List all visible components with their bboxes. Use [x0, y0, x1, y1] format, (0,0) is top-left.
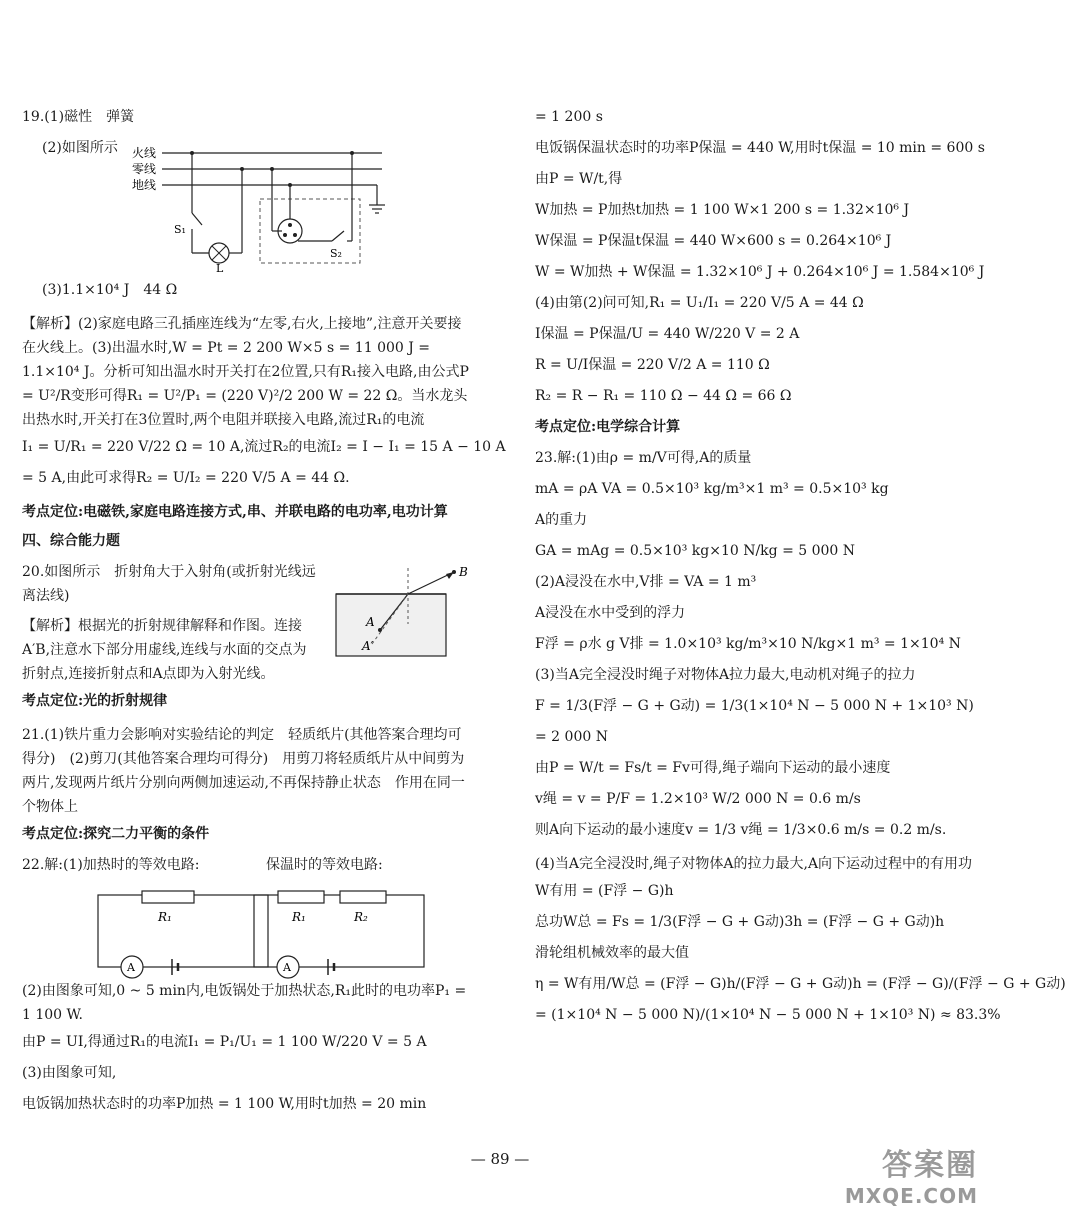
answer-line: η = W有用/W总 = (F浮 − G)h/(F浮 − G + G动)h = (F浮 − G)/(F浮 − G + G动) — [535, 976, 1066, 992]
answer-line: (4)当A完全浸没时,绳子对物体A的拉力最大,A向下运动过程中的有用功 — [535, 856, 973, 872]
q19-key-point: 考点定位:电磁铁,家庭电路连接方式,串、并联电路的电功率,电功计算 — [22, 504, 448, 520]
q21-key-point: 考点定位:探究二力平衡的条件 — [22, 826, 210, 842]
q19-analysis: 【解析】(2)家庭电路三孔插座连线为“左零,右火,上接地”,注意开关要接在火线上。(3)出温水时,W = Pt = 2 200 W×5 s = 11 000 J = 1.1×10⁴ J。分析可知出温水时开关打在2位置,只有R₁接入电路,由公式P = U²/R变形可得R₁ = U²/P₁ = (220 V)²/2 200 W = 22 Ω。当水龙头出热水时,开关打在3位置时,两个电阻并联接入电路,流过R₁的电流 — [22, 316, 469, 428]
left-column — [22, 108, 506, 1126]
q19-part3: (3)1.1×10⁴ J 44 Ω — [42, 282, 178, 298]
point-a-prime-label: A′ — [362, 639, 374, 653]
keep-warm-r2-label: R₂ — [354, 910, 368, 924]
q19-part1: 19.(1)磁性 弹簧 — [22, 109, 135, 125]
equivalent-circuits — [22, 891, 472, 974]
point-a-label: A — [366, 615, 375, 629]
answer-line: A的重力 — [535, 512, 588, 528]
q21-part1: 21.(1)铁片重力会影响对实验结论的判定 轻质纸片(其他答案合理均可得分) (2)剪刀(其他答案合理均可得分) 用剪刀将轻质纸片从中间剪为两片,发现两片纸片分别向两侧加速运动,不再保持静止状态 作用在同一个物体上 — [22, 727, 465, 815]
q20-key-point: 考点定位:光的折射规律 — [22, 693, 168, 709]
q20-row — [22, 560, 472, 692]
q22-part1b: 保温时的等效电路: — [266, 857, 383, 873]
answer-line: 23.解:(1)由ρ = m/V可得,A的质量 — [535, 450, 752, 466]
heating-meter-label: A — [127, 961, 135, 974]
answer-line: GA = mAg = 0.5×10³ kg×10 N/kg = 5 000 N — [535, 543, 856, 559]
answer-line: F浮 = ρ水 g V排 = 1.0×10³ kg/m³×10 N/kg×1 m³ = 1×10⁴ N — [535, 636, 961, 652]
refraction-diagram — [332, 564, 472, 664]
answer-line: = 1 200 s — [535, 109, 603, 125]
q20-analysis: 【解析】根据光的折射规律解释和作图。连接A′B,注意水下部分用虚线,连线与水面的交点为折射点,连接折射点和A点即为入射光线。 — [22, 618, 307, 682]
answer-line: F = 1/3(F浮 − G + G动) = 1/3(1×10⁴ N − 5 000 N + 1×10³ N) — [535, 698, 974, 714]
answer-line: W = W加热 + W保温 = 1.32×10⁶ J + 0.264×10⁶ J = 1.584×10⁶ J — [535, 264, 985, 280]
q22-part4: (3)由图象可知, — [22, 1065, 117, 1081]
watermark-url: MXQE.COM — [844, 1184, 978, 1208]
zero-wire-label: 零线 — [131, 162, 156, 176]
page-number: — 89 — — [470, 1150, 530, 1168]
switch-s1-label: S₁ — [173, 223, 186, 236]
answer-line: 滑轮组机械效率的最大值 — [535, 945, 689, 961]
point-b-label: B — [459, 565, 468, 579]
right-column — [535, 108, 1066, 1037]
answer-line: I保温 = P保温/U = 440 W/220 V = 2 A — [535, 326, 800, 342]
answer-line: (4)由第(2)问可知,R₁ = U₁/I₁ = 220 V/5 A = 44 Ω — [535, 295, 864, 311]
answer-line: W加热 = P加热t加热 = 1 100 W×1 200 s = 1.32×10⁶ J — [535, 202, 910, 218]
q22-heading-row — [22, 856, 472, 887]
q19-equation1: I₁ = U/R₁ = 220 V/22 Ω = 10 A,流过R₂的电流I₂ = I − I₁ = 15 A − 10 A — [22, 439, 506, 455]
heating-r1-label: R₁ — [158, 910, 172, 924]
q19-equation2: = 5 A,由此可求得R₂ = U/I₂ = 220 V/5 A = 44 Ω. — [22, 470, 350, 486]
answer-line: 电饭锅保温状态时的功率P保温 = 440 W,用时t保温 = 10 min = 600 s — [535, 140, 985, 156]
answer-line: W保温 = P保温t保温 = 440 W×600 s = 0.264×10⁶ J — [535, 233, 892, 249]
q22-part5: 电饭锅加热状态时的功率P加热 = 1 100 W,用时t加热 = 20 min — [22, 1096, 427, 1112]
answer-line: (3)当A完全浸没时绳子对物体A拉力最大,电动机对绳子的拉力 — [535, 667, 916, 683]
answer-line: = (1×10⁴ N − 5 000 N)/(1×10⁴ N − 5 000 N + 1×10³ N) ≈ 83.3% — [535, 1007, 1001, 1023]
answer-line: 由P = W/t,得 — [535, 171, 623, 187]
keep-warm-r1-label: R₁ — [292, 910, 306, 924]
answer-line: R = U/I保温 = 220 V/2 A = 110 Ω — [535, 357, 770, 373]
q22-key-point: 考点定位:电学综合计算 — [535, 419, 681, 435]
section-4-heading: 四、综合能力题 — [22, 533, 120, 549]
keep-warm-meter-label: A — [283, 961, 291, 974]
q22-part3: 由P = UI,得通过R₁的电流I₁ = P₁/U₁ = 1 100 W/220 V = 5 A — [22, 1034, 427, 1050]
lamp-label: L — [215, 262, 224, 275]
answer-line: W有用 = (F浮 − G)h — [535, 883, 674, 899]
answer-line: v绳 = v = P/F = 1.2×10³ W/2 000 N = 0.6 m/s — [535, 791, 861, 807]
q20-text — [22, 560, 318, 692]
watermark — [845, 1140, 978, 1208]
answer-line: 则A向下运动的最小速度v = 1/3 v绳 = 1/3×0.6 m/s = 0.2 m/s. — [535, 822, 947, 838]
q19-figure-row — [22, 139, 472, 281]
answer-line: 总功W总 = Fs = 1/3(F浮 − G + G动)3h = (F浮 − G + G动)h — [535, 914, 945, 930]
q20-part1: 20.如图所示 折射角大于入射角(或折射光线远离法线) — [22, 564, 316, 604]
watermark-logo: 答案圈 — [882, 1148, 978, 1183]
answer-line: R₂ = R − R₁ = 110 Ω − 44 Ω = 66 Ω — [535, 388, 792, 404]
ground-wire-label: 地线 — [131, 178, 156, 192]
q19-part2: (2)如图所示 — [42, 140, 118, 156]
answer-line: mA = ρA VA = 0.5×10³ kg/m³×1 m³ = 0.5×10³ kg — [535, 481, 889, 497]
answer-line: (2)A浸没在水中,V排 = VA = 1 m³ — [535, 574, 757, 590]
q22-part2: (2)由图象可知,0 ~ 5 min内,电饭锅处于加热状态,R₁此时的电功率P₁ = 1 100 W. — [22, 983, 467, 1023]
answer-line: = 2 000 N — [535, 729, 608, 745]
switch-s2-label: S₂ — [329, 247, 342, 260]
household-circuit-diagram — [132, 143, 422, 273]
fire-wire-label: 火线 — [131, 146, 156, 160]
answer-line: A浸没在水中受到的浮力 — [535, 605, 686, 621]
answer-line: 由P = W/t = Fs/t = Fv可得,绳子端向下运动的最小速度 — [535, 760, 891, 776]
q22-part1: 22.解:(1)加热时的等效电路: — [22, 857, 200, 873]
